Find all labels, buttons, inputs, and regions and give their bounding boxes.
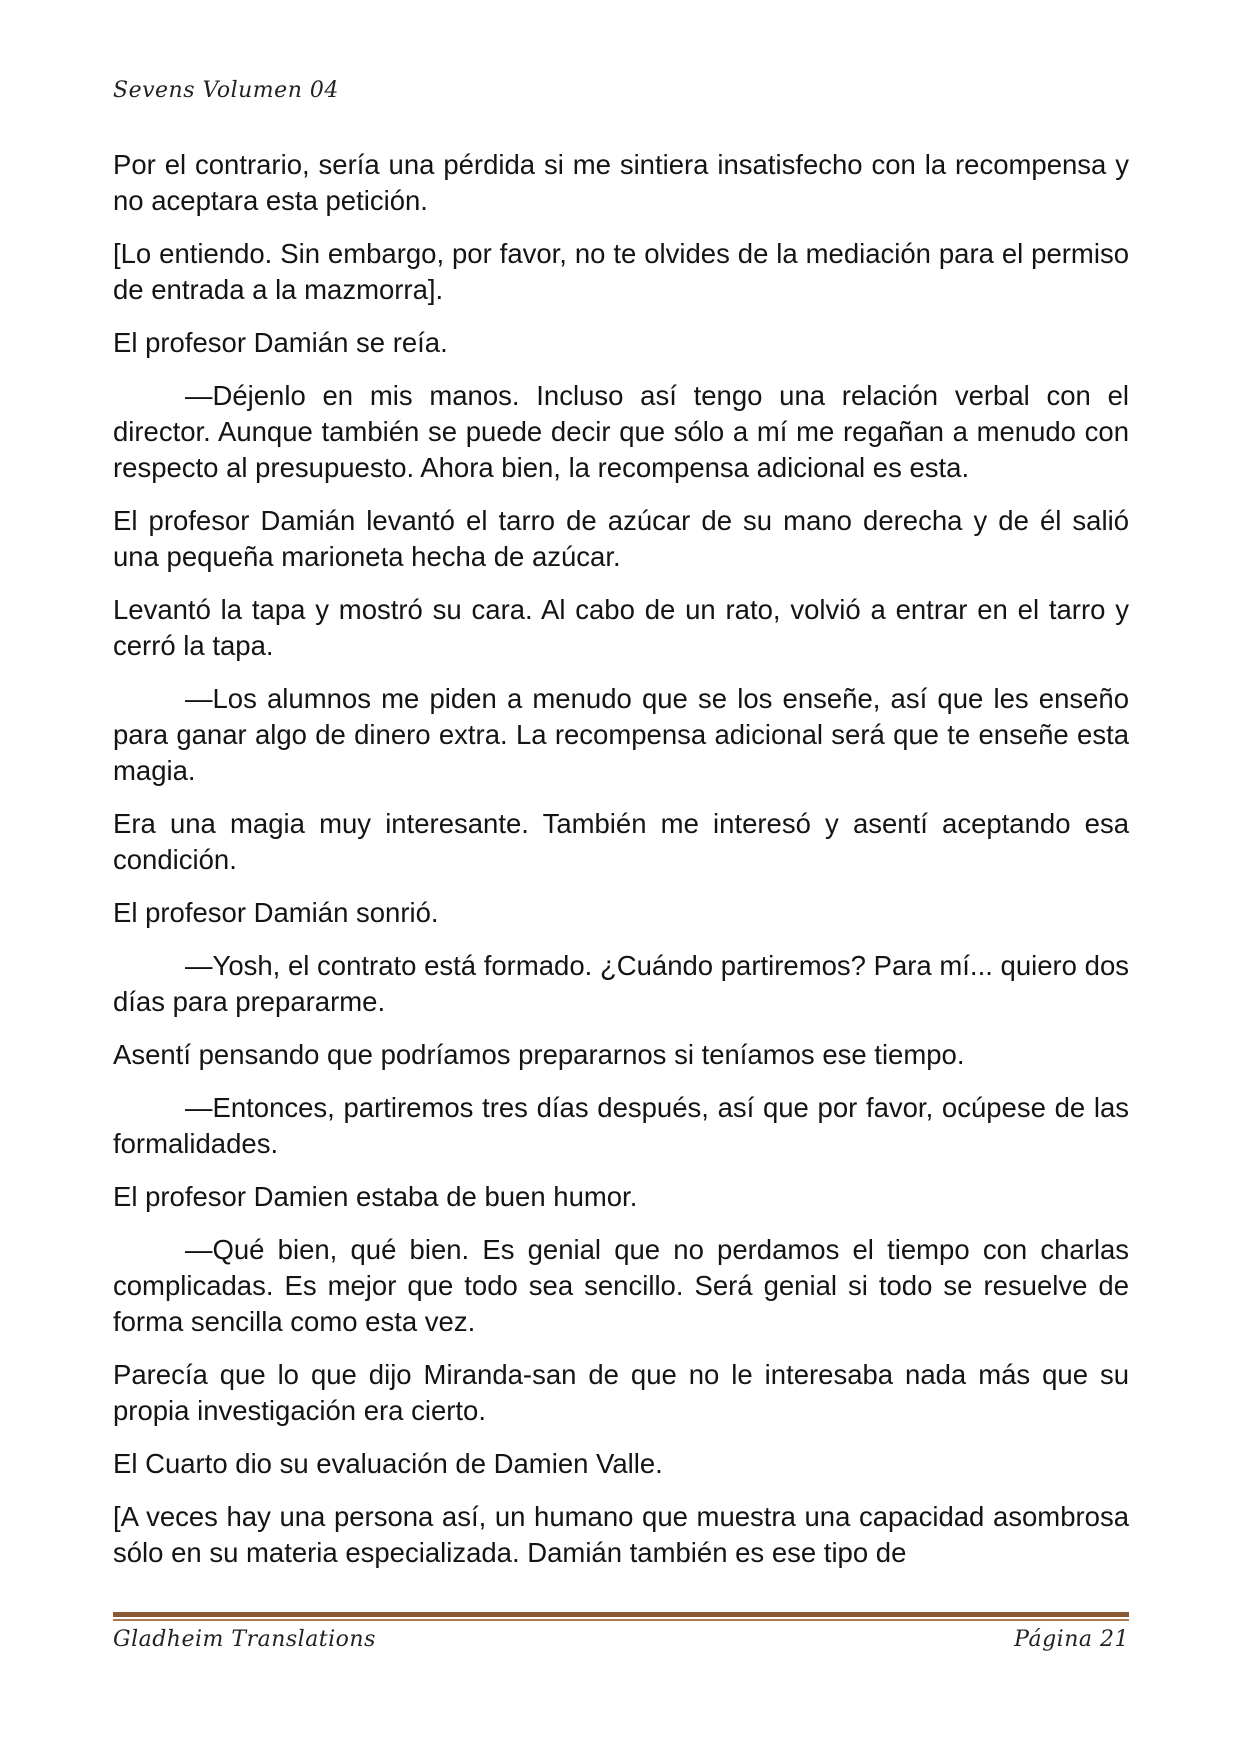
body-text [113,147,1129,1588]
paragraph: [A veces hay una persona así, un humano que muestra una capacidad asombrosa sólo en su materia especializada. Damián también es ese tipo de [113,1501,1129,1568]
dialogue-paragraph: —Los alumnos me piden a menudo que se los enseñe, así que les enseño para ganar algo de dinero extra. La recompensa adicional será que te enseñe esta magia. [113,683,1129,786]
paragraph: El profesor Damián se reía. [113,327,448,358]
paragraph: Parecía que lo que dijo Miranda-san de que no le interesaba nada más que su propia investigación era cierto. [113,1359,1129,1426]
dialogue-paragraph: —Yosh, el contrato está formado. ¿Cuándo partiremos? Para mí... quiero dos días para prepararme. [113,950,1129,1017]
page-number: Página 21 [1014,1627,1129,1652]
paragraph: [Lo entiendo. Sin embargo, por favor, no te olvides de la mediación para el permiso de entrada a la mazmorra]. [113,238,1129,305]
paragraph: El Cuarto dio su evaluación de Damien Valle. [113,1448,663,1479]
paragraph: El profesor Damien estaba de buen humor. [113,1181,638,1212]
footer-publisher: Gladheim Translations [113,1627,376,1652]
paragraph: El profesor Damián levantó el tarro de azúcar de su mano derecha y de él salió una pequeña marioneta hecha de azúcar. [113,505,1129,572]
running-header: Sevens Volumen 04 [113,78,339,103]
dialogue-paragraph: —Qué bien, qué bien. Es genial que no perdamos el tiempo con charlas complicadas. Es mejor que todo sea sencillo. Será genial si todo se resuelve de forma sencilla como esta vez. [113,1234,1129,1337]
paragraph: Levantó la tapa y mostró su cara. Al cabo de un rato, volvió a entrar en el tarro y cerró la tapa. [113,594,1129,661]
paragraph: El profesor Damián sonrió. [113,897,439,928]
paragraph: Era una magia muy interesante. También me interesó y asentí aceptando esa condición. [113,808,1129,875]
footer-divider [113,1612,1129,1617]
dialogue-paragraph: —Entonces, partiremos tres días después, así que por favor, ocúpese de las formalidades. [113,1092,1129,1159]
paragraph: Asentí pensando que podríamos prepararnos si teníamos ese tiempo. [113,1039,965,1070]
paragraph: Por el contrario, sería una pérdida si me sintiera insatisfecho con la recompensa y no aceptara esta petición. [113,149,1129,216]
footer-divider-thin [113,1619,1129,1621]
dialogue-paragraph: —Déjenlo en mis manos. Incluso así tengo una relación verbal con el director. Aunque también se puede decir que sólo a mí me regañan a menudo con respecto al presupuesto. Ahora bien, la recompensa adicional es esta. [113,380,1129,483]
